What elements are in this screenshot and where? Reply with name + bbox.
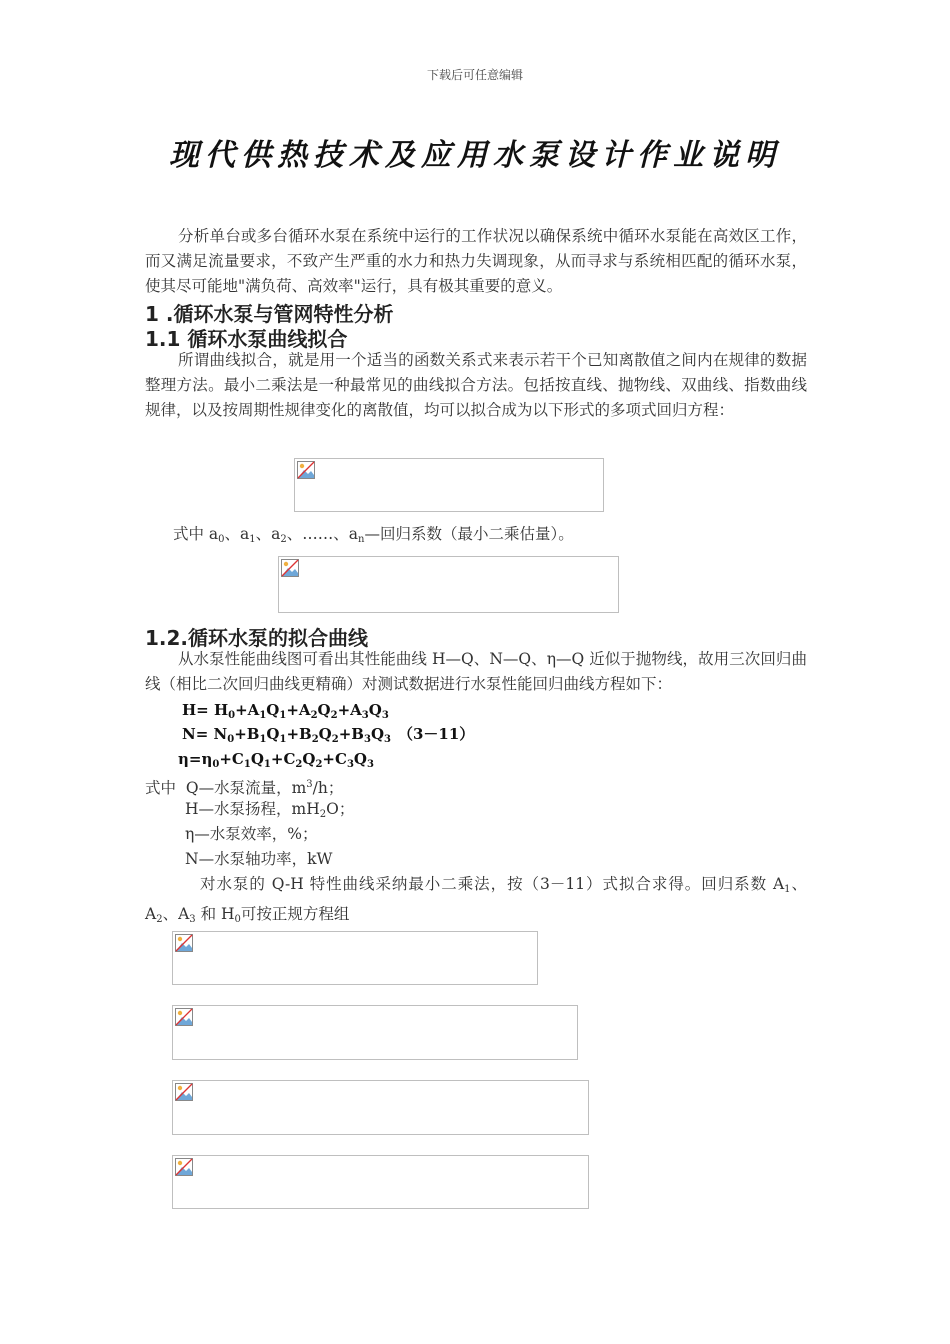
broken-image-icon bbox=[175, 1008, 193, 1026]
equation-number: （3－11） bbox=[398, 725, 475, 743]
curve-fitting-paragraph: 所谓曲线拟合，就是用一个适当的函数关系式来表示若干个已知离散值之间内在规律的数据整理方法。最小二乘法是一种最常见的曲线拟合方法。包括按直线、抛物线、双曲线、指数曲线规律，以及按周期性规律变化的离散值，均可以拟合成为以下形式的多项式回归方程： bbox=[145, 351, 807, 419]
page-header: 下载后可任意编辑 bbox=[426, 68, 523, 82]
coefficient-note: 式中 $a_0$、$a_1$、$a_2$、……、$a_n—$回归系数（最小二乘估量）。 bbox=[173, 525, 574, 545]
equation-h: $H= H_0+A_1Q_1+A_2Q_2+A_3Q_3$ bbox=[182, 701, 389, 721]
normal-equation-image-3 bbox=[172, 1080, 589, 1135]
definition-eta: η—水泵效率，%； bbox=[185, 825, 318, 843]
section-1-heading: 1 .循环水泵与管网特性分析 bbox=[145, 302, 394, 326]
broken-image-icon bbox=[175, 1158, 193, 1176]
normal-equation-image-4 bbox=[172, 1155, 589, 1209]
section-1-1-heading: 1.1 循环水泵曲线拟合 bbox=[145, 327, 348, 351]
definition-q: 式中 Q—水泵流量，$m^3/h$； bbox=[145, 779, 344, 797]
definition-n: N—水泵轴功率，kW bbox=[185, 850, 333, 868]
fitted-curve-paragraph: 从水泵性能曲线图可看出其性能曲线 H—Q、N—Q、η—Q 近似于抛物线，故用三次回归曲线（相比二次回归曲线更精确）对测试数据进行水泵性能回归曲线方程如下： bbox=[145, 650, 807, 693]
intro-paragraph: 分析单台或多台循环水泵在系统中运行的工作状况以确保系统中循环水泵能在高效区工作，而又满足流量要求，不致产生严重的水力和热力失调现象，从而寻求与系统相匹配的循环水泵，使其尽可能地"满负荷、高效率"运行，具有极其重要的意义。 bbox=[145, 227, 807, 295]
definition-h: H—水泵扬程，$mH_2O$； bbox=[185, 800, 355, 820]
polynomial-equation-image bbox=[294, 458, 604, 512]
least-squares-equation-image bbox=[278, 556, 619, 613]
equation-n: $N= N_0+B_1Q_1+B_2Q_2+B_3Q_3$ bbox=[182, 725, 391, 745]
broken-image-icon bbox=[175, 1083, 193, 1101]
least-squares-paragraph: 对水泵的 Q-H 特性曲线采纳最小二乘法，按（3－11）式拟合求得。回归系数 $A_1$、$A_2$、$A_3$ 和 $H_0$可按正规方程组 bbox=[145, 875, 807, 925]
normal-equation-image-2 bbox=[172, 1005, 578, 1060]
broken-image-icon bbox=[175, 934, 193, 952]
normal-equation-image-1 bbox=[172, 931, 538, 985]
section-1-2-heading: 1.2.循环水泵的拟合曲线 bbox=[145, 626, 369, 650]
document-title: 现代供热技术及应用水泵设计作业说明 bbox=[169, 138, 781, 173]
equation-eta: $\eta=\eta_0+C_1Q_1+C_2Q_2+C_3Q_3$ bbox=[178, 750, 374, 770]
broken-image-icon bbox=[297, 461, 315, 479]
broken-image-icon bbox=[281, 559, 299, 577]
